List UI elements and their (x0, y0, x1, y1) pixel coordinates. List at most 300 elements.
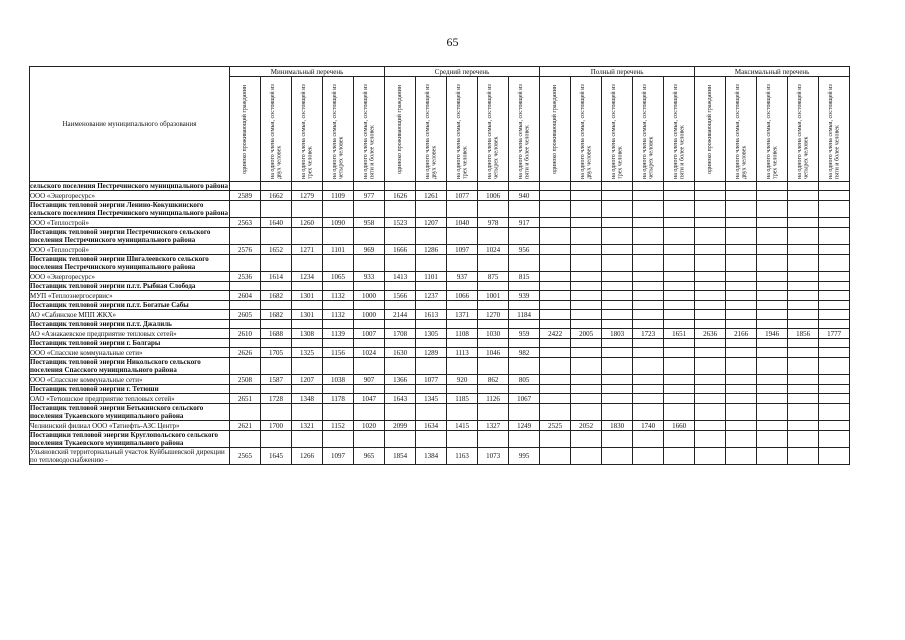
table-row (30, 394, 850, 404)
value-cell (571, 255, 602, 272)
value-cell: 1626 (385, 191, 416, 201)
value-cell: 2525 (540, 421, 571, 431)
supplier-name: ООО «Теплострой» (30, 218, 230, 228)
value-cell: 2099 (385, 421, 416, 431)
value-cell: 1108 (447, 329, 478, 339)
value-cell (819, 358, 850, 375)
value-cell (726, 375, 757, 385)
value-cell (571, 448, 602, 465)
value-cell (230, 358, 261, 375)
group-header: Минимальный перечень (230, 67, 385, 77)
subheader-cell (261, 77, 292, 182)
tariff-table (29, 66, 850, 465)
value-cell (695, 385, 726, 394)
value-cell (695, 282, 726, 291)
supplier-name: Челнинский филиал ООО «Татнефть-АЗС Центр» (30, 421, 230, 431)
subheader-cell (757, 77, 788, 182)
value-cell (664, 201, 695, 218)
value-cell (602, 228, 633, 245)
value-cell (695, 375, 726, 385)
value-cell (633, 385, 664, 394)
value-cell (819, 272, 850, 282)
supplier-name: ОАО «Тетюшское предприятие тепловых сетей» (30, 394, 230, 404)
value-cell (664, 182, 695, 191)
value-cell: 1301 (292, 310, 323, 320)
value-cell (509, 404, 540, 421)
value-cell (633, 201, 664, 218)
value-cell (757, 394, 788, 404)
value-cell (478, 255, 509, 272)
value-cell: 1000 (354, 310, 385, 320)
value-cell (602, 282, 633, 291)
value-cell: 2610 (230, 329, 261, 339)
section-heading: сельского поселения Пестречинского муниципального района (30, 182, 228, 190)
value-cell (540, 245, 571, 255)
value-cell: 956 (509, 245, 540, 255)
value-cell (726, 348, 757, 358)
value-cell: 1301 (292, 291, 323, 301)
value-cell (788, 201, 819, 218)
value-cell: 1101 (416, 272, 447, 282)
value-cell (633, 191, 664, 201)
subheader-cell (416, 77, 447, 182)
value-cell (571, 272, 602, 282)
subheader-cell (292, 77, 323, 182)
value-cell (664, 301, 695, 310)
value-cell (292, 320, 323, 329)
value-cell: 959 (509, 329, 540, 339)
section-heading: Поставщики тепловой энергии Круглопольского сельского поселения Тукаевского муниципального района (30, 431, 230, 448)
value-cell: 1065 (323, 272, 354, 282)
value-cell (633, 182, 664, 191)
value-cell: 1613 (416, 310, 447, 320)
value-cell (695, 404, 726, 421)
value-cell: 1643 (385, 394, 416, 404)
value-cell: 1700 (261, 421, 292, 431)
table-row (30, 272, 850, 282)
value-cell: 1067 (509, 394, 540, 404)
value-cell (261, 339, 292, 348)
value-cell: 2144 (385, 310, 416, 320)
table-row (30, 310, 850, 320)
value-cell: 2166 (726, 329, 757, 339)
value-cell: 917 (509, 218, 540, 228)
value-cell (664, 191, 695, 201)
value-cell (757, 358, 788, 375)
value-cell (726, 301, 757, 310)
subheader-label: одиноко проживающий гражданин (706, 84, 713, 174)
value-cell (323, 320, 354, 329)
table-row (30, 339, 850, 348)
value-cell (726, 291, 757, 301)
value-cell (509, 301, 540, 310)
value-cell: 1728 (261, 394, 292, 404)
table-row (30, 448, 850, 465)
value-cell: 1384 (416, 448, 447, 465)
value-cell (230, 431, 261, 448)
value-cell: 1413 (385, 272, 416, 282)
subheader-label: на одного члена семьи, состоящей из двух человек (579, 84, 593, 179)
value-cell (292, 282, 323, 291)
value-cell: 2605 (230, 310, 261, 320)
subheader-label: на одного члена семьи, состоящей из двух человек (424, 84, 438, 179)
value-cell (540, 358, 571, 375)
value-cell (788, 301, 819, 310)
value-cell (540, 201, 571, 218)
value-cell (416, 404, 447, 421)
value-cell (819, 201, 850, 218)
value-cell (571, 201, 602, 218)
value-cell (819, 394, 850, 404)
value-cell (261, 320, 292, 329)
value-cell (695, 339, 726, 348)
value-cell (664, 448, 695, 465)
value-cell (819, 431, 850, 448)
subheader-label: одиноко проживающий гражданин (241, 84, 248, 174)
value-cell: 1007 (354, 329, 385, 339)
value-cell: 1587 (261, 375, 292, 385)
value-cell (602, 255, 633, 272)
value-cell (509, 228, 540, 245)
value-cell (664, 339, 695, 348)
value-cell: 1803 (602, 329, 633, 339)
section-heading: Поставщик тепловой энергии г. Тетюши (30, 385, 230, 394)
value-cell (292, 339, 323, 348)
value-cell: 1279 (292, 191, 323, 201)
value-cell (509, 431, 540, 448)
subheader-label: на одного члена семьи, состоящей из четырех человек (486, 84, 500, 179)
value-cell (292, 385, 323, 394)
value-cell (726, 245, 757, 255)
value-cell: 2589 (230, 191, 261, 201)
value-cell (664, 320, 695, 329)
value-cell: 2536 (230, 272, 261, 282)
value-cell: 1740 (633, 421, 664, 431)
table-row (30, 201, 850, 218)
value-cell: 1662 (261, 191, 292, 201)
subheader-label: на одного члена семьи, состоящей из трех человек (610, 84, 624, 179)
value-cell: 2422 (540, 329, 571, 339)
value-cell: 1152 (323, 421, 354, 431)
value-cell: 1682 (261, 291, 292, 301)
value-cell (633, 320, 664, 329)
value-cell (695, 218, 726, 228)
value-cell (695, 320, 726, 329)
value-cell (416, 201, 447, 218)
value-cell (571, 348, 602, 358)
value-cell: 1046 (478, 348, 509, 358)
value-cell (323, 358, 354, 375)
value-cell (788, 282, 819, 291)
value-cell (633, 375, 664, 385)
value-cell (788, 245, 819, 255)
subheader-cell (354, 77, 385, 182)
section-heading: Поставщик тепловой энергии Пестречинского сельского поселения Пестречинского муниципального района (30, 228, 230, 245)
value-cell (788, 348, 819, 358)
value-cell: 1109 (323, 191, 354, 201)
value-cell (819, 255, 850, 272)
value-cell: 939 (509, 291, 540, 301)
value-cell (819, 182, 850, 191)
value-cell (354, 339, 385, 348)
value-cell: 1073 (478, 448, 509, 465)
value-cell: 977 (354, 191, 385, 201)
subheader-label: на одного члена семьи, состоящей из пяти и более человек (362, 84, 376, 179)
value-cell: 1090 (323, 218, 354, 228)
value-cell (819, 320, 850, 329)
value-cell (664, 272, 695, 282)
value-cell (695, 358, 726, 375)
value-cell: 2626 (230, 348, 261, 358)
value-cell: 1348 (292, 394, 323, 404)
table-row (30, 245, 850, 255)
value-cell (726, 339, 757, 348)
value-cell (633, 255, 664, 272)
value-cell (416, 358, 447, 375)
value-cell (385, 301, 416, 310)
value-cell: 1040 (447, 218, 478, 228)
subheader-label: на одного члена семьи, состоящей из двух человек (734, 84, 748, 179)
value-cell: 1097 (447, 245, 478, 255)
value-cell: 1185 (447, 394, 478, 404)
value-cell (323, 182, 354, 191)
value-cell (261, 404, 292, 421)
value-cell: 1024 (354, 348, 385, 358)
value-cell (385, 358, 416, 375)
value-cell: 1261 (416, 191, 447, 201)
value-cell (757, 182, 788, 191)
value-cell: 1308 (292, 329, 323, 339)
subheader-cell (230, 77, 261, 182)
value-cell (602, 375, 633, 385)
value-cell (664, 358, 695, 375)
subheader-label: на одного члена семьи, состоящей из пяти и более человек (517, 84, 531, 179)
table-row (30, 228, 850, 245)
value-cell (230, 255, 261, 272)
value-cell (664, 385, 695, 394)
value-cell (602, 272, 633, 282)
value-cell (788, 320, 819, 329)
value-cell: 1856 (788, 329, 819, 339)
value-cell (354, 385, 385, 394)
value-cell: 958 (354, 218, 385, 228)
value-cell (726, 182, 757, 191)
value-cell: 1523 (385, 218, 416, 228)
value-cell (261, 182, 292, 191)
value-cell (478, 385, 509, 394)
value-cell (261, 228, 292, 245)
value-cell (726, 228, 757, 245)
value-cell (571, 375, 602, 385)
value-cell (726, 310, 757, 320)
value-cell (788, 431, 819, 448)
value-cell: 1113 (447, 348, 478, 358)
value-cell (633, 404, 664, 421)
value-cell (416, 339, 447, 348)
value-cell (292, 228, 323, 245)
value-cell (664, 245, 695, 255)
value-cell (602, 182, 633, 191)
value-cell (540, 301, 571, 310)
value-cell (788, 448, 819, 465)
value-cell: 1260 (292, 218, 323, 228)
value-cell (788, 182, 819, 191)
value-cell (478, 431, 509, 448)
section-heading: Поставщик тепловой энергии п.г.т. Рыбная Слобода (30, 282, 230, 291)
group-header: Максимальный перечень (695, 67, 850, 77)
supplier-name: ООО «Спасские коммунальные сети» (30, 348, 230, 358)
value-cell: 1415 (447, 421, 478, 431)
value-cell: 1270 (478, 310, 509, 320)
value-cell (602, 191, 633, 201)
value-cell (602, 431, 633, 448)
value-cell (757, 310, 788, 320)
value-cell: 1640 (261, 218, 292, 228)
value-cell (230, 320, 261, 329)
subheader-cell (788, 77, 819, 182)
table-row (30, 255, 850, 272)
value-cell (447, 282, 478, 291)
value-cell (757, 431, 788, 448)
value-cell (695, 182, 726, 191)
value-cell: 1682 (261, 310, 292, 320)
value-cell (385, 182, 416, 191)
value-cell (447, 431, 478, 448)
value-cell (726, 218, 757, 228)
value-cell: 937 (447, 272, 478, 282)
value-cell (416, 301, 447, 310)
value-cell (571, 404, 602, 421)
value-cell (633, 301, 664, 310)
value-cell (664, 282, 695, 291)
value-cell (757, 218, 788, 228)
subheader-cell (478, 77, 509, 182)
value-cell (602, 404, 633, 421)
value-cell (726, 448, 757, 465)
value-cell (416, 182, 447, 191)
subheader-label: на одного члена семьи, состоящей из четырех человек (641, 84, 655, 179)
value-cell (478, 282, 509, 291)
value-cell: 1077 (447, 191, 478, 201)
value-cell (602, 301, 633, 310)
value-cell (354, 358, 385, 375)
value-cell (788, 339, 819, 348)
value-cell (788, 255, 819, 272)
table-row (30, 421, 850, 431)
value-cell (261, 201, 292, 218)
value-cell: 1371 (447, 310, 478, 320)
value-cell (757, 385, 788, 394)
value-cell (602, 394, 633, 404)
table-row (30, 329, 850, 339)
value-cell: 1666 (385, 245, 416, 255)
value-cell: 1097 (323, 448, 354, 465)
value-cell (695, 431, 726, 448)
table-row (30, 191, 850, 201)
value-cell (540, 339, 571, 348)
value-cell (385, 404, 416, 421)
value-cell (323, 385, 354, 394)
value-cell (757, 404, 788, 421)
value-cell (478, 301, 509, 310)
value-cell (726, 358, 757, 375)
value-cell (726, 404, 757, 421)
value-cell: 1001 (478, 291, 509, 301)
value-cell (726, 201, 757, 218)
value-cell (540, 431, 571, 448)
value-cell (633, 282, 664, 291)
value-cell (385, 339, 416, 348)
section-heading: Поставщик тепловой энергии п.г.т. Джалиль (30, 320, 230, 329)
value-cell (261, 255, 292, 272)
value-cell (788, 385, 819, 394)
value-cell: 1688 (261, 329, 292, 339)
value-cell (540, 448, 571, 465)
value-cell (447, 228, 478, 245)
value-cell (385, 431, 416, 448)
value-cell: 940 (509, 191, 540, 201)
value-cell (571, 301, 602, 310)
table-row (30, 375, 850, 385)
value-cell (788, 228, 819, 245)
value-cell (695, 228, 726, 245)
value-cell (509, 201, 540, 218)
page-number: 65 (446, 35, 459, 49)
subheader-cell (385, 77, 416, 182)
value-cell (757, 191, 788, 201)
value-cell (509, 339, 540, 348)
value-cell (757, 448, 788, 465)
value-cell (664, 228, 695, 245)
value-cell (571, 394, 602, 404)
value-cell: 1006 (478, 191, 509, 201)
value-cell: 2508 (230, 375, 261, 385)
value-cell (230, 404, 261, 421)
value-cell (354, 182, 385, 191)
value-cell (602, 310, 633, 320)
value-cell (354, 301, 385, 310)
value-cell: 1652 (261, 245, 292, 255)
value-cell (664, 394, 695, 404)
value-cell (819, 339, 850, 348)
value-cell (323, 255, 354, 272)
value-cell (633, 339, 664, 348)
value-cell (540, 282, 571, 291)
table-row (30, 348, 850, 358)
subheader-label: одиноко проживающий гражданин (551, 84, 558, 174)
value-cell (726, 431, 757, 448)
supplier-name: ООО «Энергоресурс» (30, 272, 230, 282)
value-cell (695, 301, 726, 310)
table-row (30, 320, 850, 329)
value-cell (385, 282, 416, 291)
value-cell: 2052 (571, 421, 602, 431)
value-cell (726, 394, 757, 404)
value-cell (695, 291, 726, 301)
value-cell (695, 255, 726, 272)
value-cell: 1614 (261, 272, 292, 282)
value-cell (695, 201, 726, 218)
value-cell (385, 385, 416, 394)
table-row (30, 301, 850, 310)
value-cell (416, 320, 447, 329)
value-cell (602, 448, 633, 465)
value-cell: 1645 (261, 448, 292, 465)
value-cell: 2563 (230, 218, 261, 228)
value-cell (478, 228, 509, 245)
subheader-cell (447, 77, 478, 182)
subheader-label: на одного члена семьи, состоящей из двух человек (269, 84, 282, 179)
